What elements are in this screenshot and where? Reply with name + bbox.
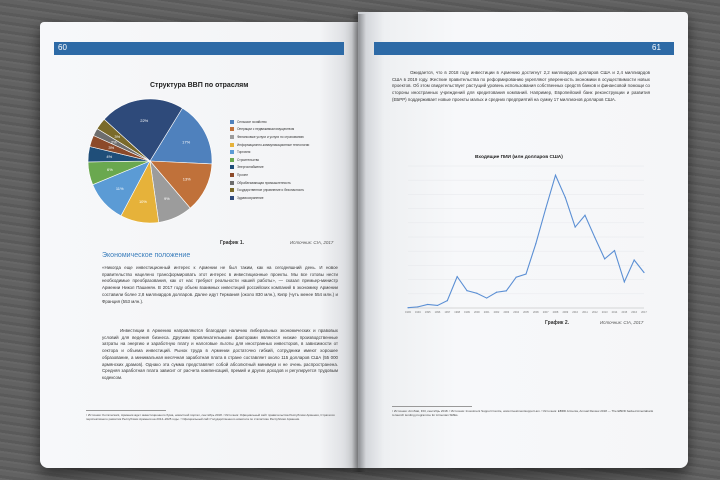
pie-slice-label-1: 13% [182, 176, 191, 182]
line-chart-title: Входящие ПИИ (млн долларов США) [475, 155, 563, 160]
x-tick-label: 2016 [631, 311, 638, 314]
legend-label: Обрабатывающая промышленность [237, 180, 291, 185]
pie-chart-caption: График 1. [220, 240, 244, 246]
legend-label: Здравоохранение [237, 195, 264, 200]
pie-slice-label-0: 17% [182, 139, 191, 145]
x-tick-label: 2014 [611, 311, 618, 314]
x-tick-label: 2009 [562, 311, 569, 314]
data-point [634, 259, 635, 260]
legend-item [230, 194, 309, 202]
pie-slice-label-4: 11% [115, 186, 124, 192]
x-tick-label: 1994 [414, 311, 421, 314]
pie-chart-title: Структура ВВП по отраслям [150, 82, 249, 89]
pie-slice-label-9: 3% [114, 133, 121, 139]
legend-swatch [230, 196, 234, 200]
legend-label: Государственное управление и безопасность [237, 188, 305, 193]
pie-slice-label-10: 22% [140, 117, 149, 123]
legend-swatch [230, 181, 234, 185]
x-tick-label: 1993 [405, 311, 411, 314]
legend-item [230, 141, 309, 149]
x-tick-label: 2003 [503, 311, 510, 314]
legend-item [230, 171, 309, 179]
open-book [40, 8, 692, 473]
data-point [565, 197, 566, 198]
data-point [486, 297, 487, 298]
line-chart-caption: График 2. [545, 320, 569, 326]
left-page-number: 60 [58, 43, 67, 52]
pie-slice-label-8: 2% [110, 139, 117, 145]
legend-swatch [230, 150, 234, 154]
data-point [516, 277, 517, 278]
x-tick-label: 2012 [591, 311, 598, 314]
legend-item [230, 118, 309, 126]
legend-item [230, 186, 309, 194]
x-tick-label: 2011 [582, 311, 588, 314]
book-gutter [352, 14, 366, 472]
x-tick-label: 1997 [444, 311, 451, 314]
legend-label: Операции с недвижимым имуществом [237, 127, 295, 132]
pie-legend [230, 118, 309, 202]
data-point [555, 175, 556, 176]
x-tick-label: 1995 [424, 311, 431, 314]
data-point [643, 272, 644, 273]
pie-slice-label-3: 10% [138, 198, 147, 204]
x-tick-label: 2015 [621, 311, 628, 314]
data-point [447, 300, 448, 301]
x-tick-label: 1996 [434, 311, 441, 314]
legend-label: Сельское хозяйство [237, 119, 267, 124]
legend-label: Торговля [237, 150, 251, 155]
data-point [624, 281, 625, 282]
right-paragraph: Ожидается, что в 2018 году инвестиции в Армению достигнут 2,2 миллиардов долларов США и 2,4 миллиардов США в 2019 году. Жесткие правительства по реформированию укрепляют уверенность экономики в осуществимости новых проектов. Об этом свидетельствует растущий уровень использования собственных средств банков и финансовой помощи со стороны иностранных учреждений для кредитования компаний. Например, Европейский банк реконструкции и развития (ЕБРР) поддерживает новые проекты малых и средних предприятий на сумму 17 миллионов долларов США. [392, 70, 650, 102]
data-point [427, 304, 428, 305]
x-tick-label: 2006 [532, 311, 539, 314]
pie-chart-source: Источник: CIA, 2017 [290, 240, 334, 245]
x-tick-label: 2007 [542, 311, 549, 314]
legend-swatch [230, 127, 234, 131]
x-tick-label: 2000 [473, 311, 480, 314]
left-footnote-rule [86, 410, 166, 411]
section-title: Экономическое положение [102, 252, 191, 259]
right-footnotes: ¹ Источник: ArmStat, FDI, сентябрь 2018. ² Источник: Investment Support Centre, www.investmentsupport.am. ³ Источник: EBRD Armenia, Annual Review 2018 — The EBRD backed Ameriabank to launch lending programme for Armenian SMEs. [392, 409, 654, 418]
legend-swatch [230, 135, 234, 139]
x-tick-label: 1999 [464, 311, 470, 314]
data-point [604, 258, 605, 259]
data-point [535, 243, 536, 244]
legend-item [230, 156, 309, 164]
legend-swatch [230, 120, 234, 124]
legend-label: Прочее [237, 172, 248, 177]
left-paragraph-1: «Никогда еще инвестиционный интерес к Армении не был таким, как на сегодняшний день. И новое правительство нацелено трансформировать этот интерес в инвестиционные проекты. Мы все готовы нести необходимые преобразования, как от нас требуют реальности нашей работы», — сказал премьер-министр Армении Никол Пашинян. В 2017 году объем взаимных инвестиций российских компаний в экономику Армении составили более 2,8 миллиардов долларов. Далее идут Германия (около 830 млн.), Кипр (чуть менее 554 млн.) и Франция (553 млн.). [102, 265, 338, 304]
left-paragraph-2: Инвестиции в Армению направляются благодаря наличию либеральных экономических и правовых условий для ведения бизнеса. Другими привлекательными факторами являются низкие производственные затраты на энергию и заработную плату и налоговые льготы для иностранных инвесторов, в зависимости от сектора и объема инвестиций. Рынок труда в Армении достаточно гибкий, сотрудники имеют хорошее образование, а минимальная месячная заработная плата в стране составляет около 115 долларов США (55 000 армянских драмов). Однако эта сумма представляет собой абсолютный минимум и не очень распространена. Средняя заработная плата зависит от расчета компенсаций, премий и других доходов и регулируется трудовым кодексом. [102, 328, 338, 380]
line-chart-source: Источник: CIA, 2017 [600, 320, 644, 325]
line-chart [370, 160, 650, 318]
legend-item [230, 133, 309, 141]
left-footnotes: ¹ Источник: Kommersant, Армения ждет инвестиционного бума, новостной портал, сентябрь 2018. ² Источник: Официальный сайт правительства Республики Армения, Стратегия перспективного развития Республики Армения на 2014–2025 годы. ³ Официальный сайт Государственного комитета по статистике Республики Армения. [86, 413, 335, 422]
data-point [525, 273, 526, 274]
data-point [437, 305, 438, 306]
pie-slice-label-7: 3% [108, 145, 115, 151]
right-header-bar [374, 42, 674, 55]
data-point [614, 250, 615, 251]
legend-item [230, 179, 309, 187]
pie-slice-label-2: 9% [163, 195, 170, 201]
legend-swatch [230, 165, 234, 169]
legend-swatch [230, 143, 234, 147]
x-tick-label: 2013 [601, 311, 608, 314]
data-point [476, 293, 477, 294]
x-tick-label: 1998 [454, 311, 461, 314]
data-point [594, 237, 595, 238]
left-header-bar [54, 42, 344, 55]
legend-item [230, 148, 309, 156]
legend-item [230, 164, 309, 172]
data-point [584, 215, 585, 216]
data-point [466, 290, 467, 291]
data-point [575, 226, 576, 227]
right-footnote-rule [392, 406, 472, 407]
data-point [417, 306, 418, 307]
x-tick-label: 2010 [572, 311, 579, 314]
series-line [408, 175, 644, 307]
legend-label: Информационно-коммуникационные технологии [237, 142, 310, 147]
x-tick-label: 2017 [641, 311, 647, 314]
data-point [457, 276, 458, 277]
legend-item [230, 126, 309, 134]
data-point [407, 307, 408, 308]
x-tick-label: 2008 [552, 311, 559, 314]
data-point [496, 292, 497, 293]
x-tick-label: 2001 [483, 311, 490, 314]
x-tick-label: 2005 [523, 311, 529, 314]
legend-swatch [230, 188, 234, 192]
pie-slice-label-6: 4% [106, 154, 113, 160]
data-point [506, 290, 507, 291]
data-point [545, 208, 546, 209]
pie-chart [85, 96, 215, 226]
legend-label: Строительство [237, 157, 260, 162]
legend-swatch [230, 158, 234, 162]
right-page-number: 61 [652, 43, 661, 52]
x-tick-label: 2004 [513, 311, 520, 314]
legend-swatch [230, 173, 234, 177]
x-tick-label: 2002 [493, 311, 500, 314]
legend-label: Энергоснабжение [237, 165, 264, 170]
pie-slice-label-5: 6% [107, 166, 113, 172]
legend-label: Финансовые услуги и услуги по страхованию [237, 134, 304, 139]
